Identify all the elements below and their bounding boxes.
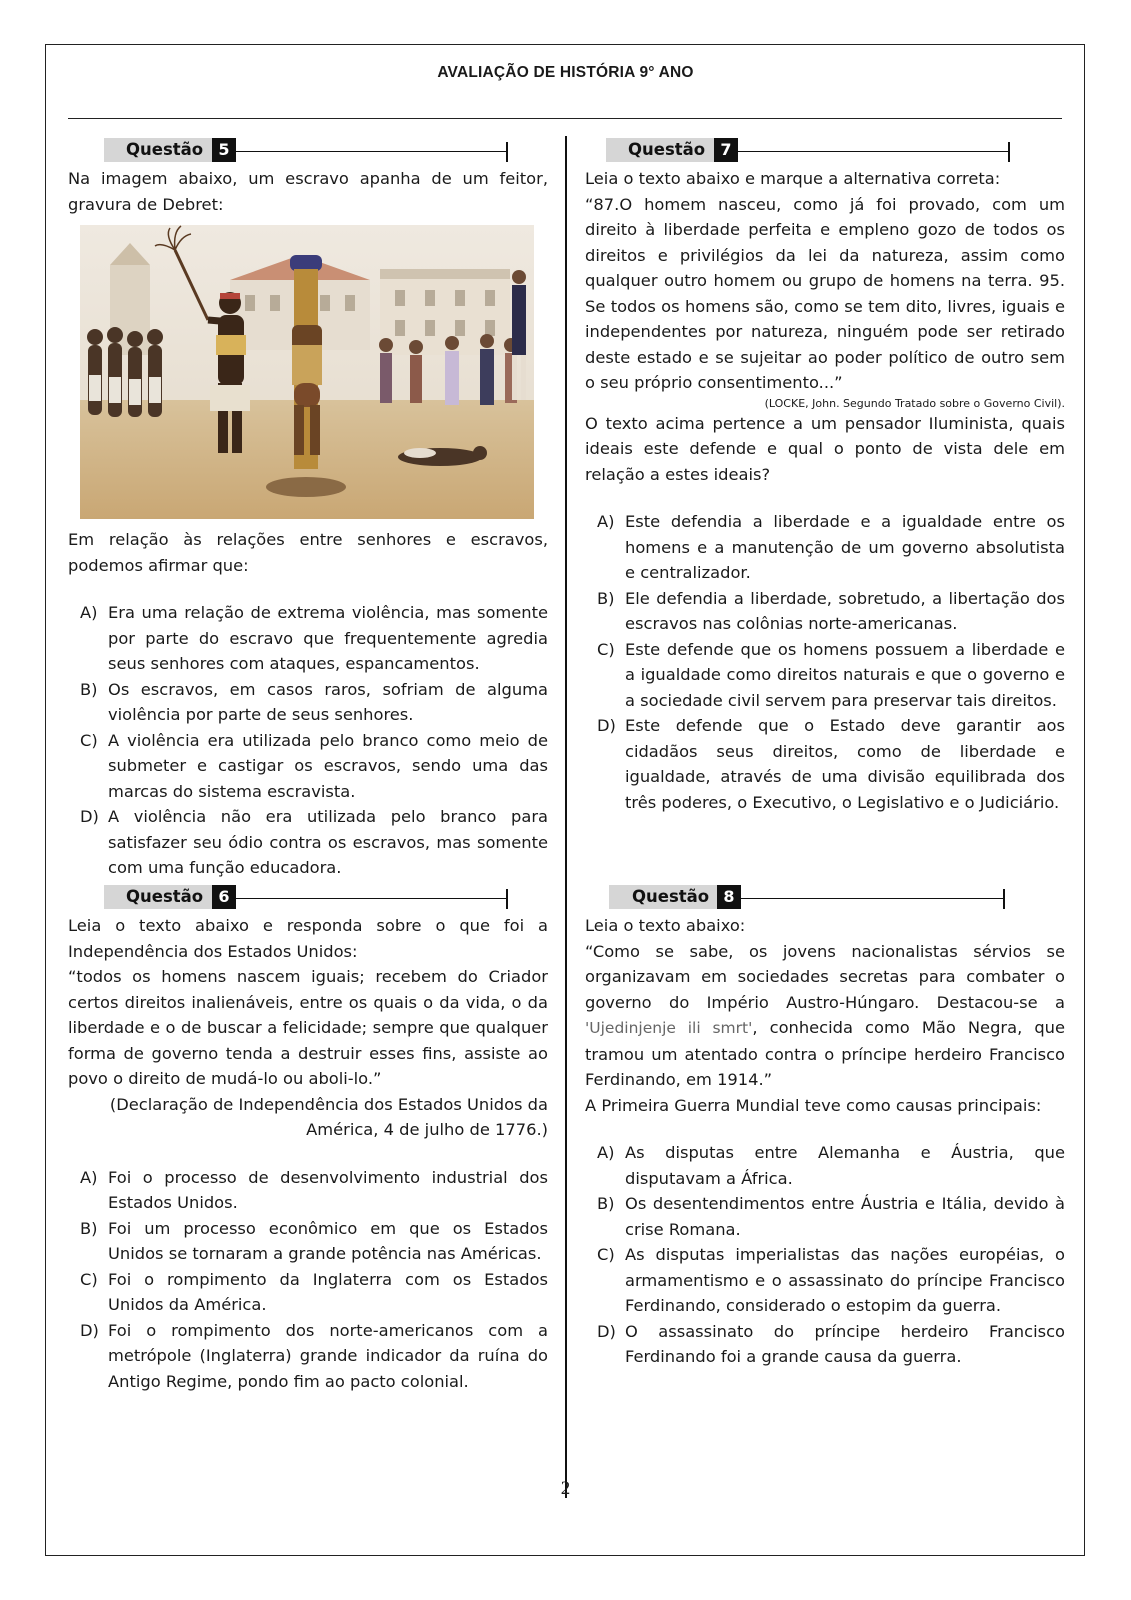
question-number: 6 <box>212 885 236 909</box>
option-letter: D) <box>80 807 99 826</box>
question-8-option-d[interactable] <box>597 1319 1065 1370</box>
question-6-quote: “todos os homens nascem iguais; recebem do Criador certos direitos inalienáveis, entre os quais o da vida, o da liberdade e o de buscar a felicidade; sempre que qualquer forma de governo tenda a destruir esses fins, assiste ao povo o direito de mudá-lo ou aboli-lo.” <box>68 967 548 1088</box>
page-title: AVALIAÇÃO DE HISTÓRIA 9° ANO <box>437 64 694 81</box>
question-5-prompt: Em relação às relações entre senhores e escravos, podemos afirmar que: <box>68 530 548 575</box>
question-6-option-b[interactable] <box>80 1216 548 1267</box>
question-label: Questão <box>126 887 204 906</box>
option-text: A violência não era utilizada pelo branco para satisfazer seu ódio contra os escravos, mas somente com uma função educadora. <box>108 807 548 877</box>
question-5-option-a[interactable] <box>80 600 548 677</box>
option-text: Foi um processo econômico em que os Estados Unidos se tornaram a grande potência nas Américas. <box>108 1218 548 1263</box>
option-text: As disputas imperialistas das nações européias, o armamentismo e o assassinato do príncipe Francisco Ferdinando, considerado o estopim da guerra. <box>625 1245 1065 1315</box>
column-divider <box>565 136 567 1498</box>
question-7-option-b[interactable] <box>597 586 1065 637</box>
question-7 <box>585 136 1065 815</box>
question-label: Questão <box>126 140 204 159</box>
question-number: 8 <box>717 885 741 909</box>
option-text: Foi o rompimento da Inglaterra com os Estados Unidos da América. <box>108 1269 548 1314</box>
option-letter: A) <box>597 1143 615 1162</box>
question-line <box>236 898 506 899</box>
question-6 <box>68 883 548 1394</box>
option-text: A violência era utilizada pelo branco como meio de submeter e castigar os escravos, sendo uma das marcas do sistema escravista. <box>108 730 548 801</box>
option-letter: B) <box>80 679 98 699</box>
option-text: Ele defendia a liberdade, sobretudo, a libertação dos escravos nas colônias norte-americanas. <box>625 588 1065 633</box>
question-6-source-line2: América, 4 de julho de 1776.) <box>306 1120 548 1139</box>
question-5 <box>68 136 548 881</box>
question-8-option-b[interactable] <box>597 1191 1065 1242</box>
question-6-option-d[interactable] <box>80 1318 548 1395</box>
option-letter: A) <box>80 603 98 622</box>
question-line-end <box>1008 142 1010 162</box>
question-line <box>236 151 506 152</box>
option-letter: C) <box>597 639 615 659</box>
option-text: Este defende que os homens possuem a liberdade e a igualdade como direitos naturais e que o governo e a sociedade civil servem para preservar tais direitos. <box>625 639 1065 710</box>
left-column-lower <box>68 883 548 1394</box>
question-line-end <box>506 889 508 909</box>
option-text: Os desentendimentos entre Áustria e Itália, devido à crise Romana. <box>625 1194 1065 1239</box>
question-8-header <box>585 883 1065 911</box>
quote-text: “Como se sabe, os jovens nacionalistas sérvios se organizavam em sociedades secretas para combater o governo do Império Austro-Húngaro. Destacou-se a <box>585 941 1065 1012</box>
question-5-option-c[interactable] <box>80 728 548 805</box>
question-7-prompt: O texto acima pertence a um pensador Iluminista, quais ideais este defende e qual o ponto de vista dele em relação a estes ideais? <box>585 413 1065 484</box>
question-7-header <box>585 136 1065 164</box>
option-letter: C) <box>80 1269 98 1289</box>
question-line <box>738 151 1008 152</box>
option-letter: C) <box>80 730 98 750</box>
question-7-option-d[interactable] <box>597 713 1065 815</box>
option-text: As disputas entre Alemanha e Áustria, que disputavam a África. <box>625 1143 1065 1188</box>
question-number: 5 <box>212 138 236 162</box>
option-letter: D) <box>597 1321 616 1341</box>
right-column-lower <box>585 883 1065 1370</box>
option-letter: A) <box>80 1167 98 1187</box>
question-8-quote <box>585 939 1065 1093</box>
question-line-end <box>1003 889 1005 909</box>
question-8-prompt: A Primeira Guerra Mundial teve como causas principais: <box>585 1095 1042 1115</box>
question-7-option-c[interactable] <box>597 637 1065 714</box>
page-number: 2 <box>560 1478 571 1499</box>
question-7-quote: “87.O homem nasceu, como já foi provado, com um direito à liberdade perfeita e empleno gozo de todos os direitos e privilégios da lei da natureza, assim como qualquer outro homem ou grupo de homens na terra. 95. Se todos os homens são, como se tem dito, livres, iguais e independentes por natureza, ninguém pode ser retirado deste estado e se sujeitar ao poder político de outro sem o seu próprio consentimento...” <box>585 194 1065 392</box>
option-letter: B) <box>597 588 615 608</box>
option-letter: B) <box>597 1194 615 1213</box>
option-letter: A) <box>597 512 615 531</box>
question-line-end <box>506 142 508 162</box>
option-letter: C) <box>597 1245 615 1264</box>
question-6-option-a[interactable] <box>80 1165 548 1216</box>
question-8-option-c[interactable] <box>597 1242 1065 1319</box>
option-letter: D) <box>597 716 616 735</box>
question-label: Questão <box>628 140 706 159</box>
question-6-option-c[interactable] <box>80 1267 548 1318</box>
option-letter: D) <box>80 1320 99 1340</box>
option-letter: B) <box>80 1218 98 1238</box>
option-text: Este defendia a liberdade e a igualdade entre os homens e a manutenção de um governo absolutista e centralizador. <box>625 512 1065 582</box>
question-number: 7 <box>714 138 738 162</box>
option-text: Este defende que o Estado deve garantir aos cidadãos seus direitos, como de liberdade e igualdade, através de uma divisão equilibrada dos três poderes, o Executivo, o Legislativo e o Judiciário. <box>625 716 1065 812</box>
option-text: Era uma relação de extrema violência, mas somente por parte do escravo que frequentemente agredia seus senhores com ataques, espancamentos. <box>108 603 548 673</box>
question-6-intro: Leia o texto abaixo e responda sobre o que foi a Independência dos Estados Unidos: <box>68 916 548 961</box>
question-5-intro: Na imagem abaixo, um escravo apanha de um feitor, gravura de Debret: <box>68 169 548 214</box>
option-text: Os escravos, em casos raros, sofriam de alguma violência por parte de seus senhores. <box>108 679 548 724</box>
question-7-intro: Leia o texto abaixo e marque a alternativa correta: <box>585 169 1001 188</box>
question-5-header <box>68 136 548 164</box>
option-text: O assassinato do príncipe herdeiro Francisco Ferdinando foi a grande causa da guerra. <box>625 1321 1065 1366</box>
question-6-source-line1: (Declaração de Independência dos Estados Unidos da <box>109 1094 548 1114</box>
question-7-option-a[interactable] <box>597 509 1065 586</box>
option-text: Foi o rompimento dos norte-americanos com a metrópole (Inglaterra) grande indicador da ruína do Antigo Regime, pondo fim ao pacto colonial. <box>108 1320 548 1391</box>
title-rule <box>68 118 1062 119</box>
quote-text: , conhecida como Mão Negra, que tramou um atentado contra o príncipe herdeiro Francisco Ferdinando, em 1914.” <box>585 1018 1065 1089</box>
left-column <box>68 136 548 881</box>
right-column <box>585 136 1065 815</box>
question-5-option-d[interactable] <box>80 804 548 881</box>
question-label: Questão <box>632 887 710 906</box>
question-8-option-a[interactable] <box>597 1140 1065 1191</box>
question-8-intro: Leia o texto abaixo: <box>585 916 746 935</box>
option-text: Foi o processo de desenvolvimento industrial dos Estados Unidos. <box>108 1167 548 1212</box>
question-8 <box>585 883 1065 1370</box>
society-name: 'Ujedinjenje ili smrt' <box>585 1019 753 1037</box>
question-7-source: (LOCKE, John. Segundo Tratado sobre o Governo Civil). <box>764 396 1065 410</box>
question-5-option-b[interactable] <box>80 677 548 728</box>
question-line <box>741 898 1003 899</box>
debret-engraving-illustration <box>80 225 534 519</box>
question-6-header <box>68 883 548 911</box>
